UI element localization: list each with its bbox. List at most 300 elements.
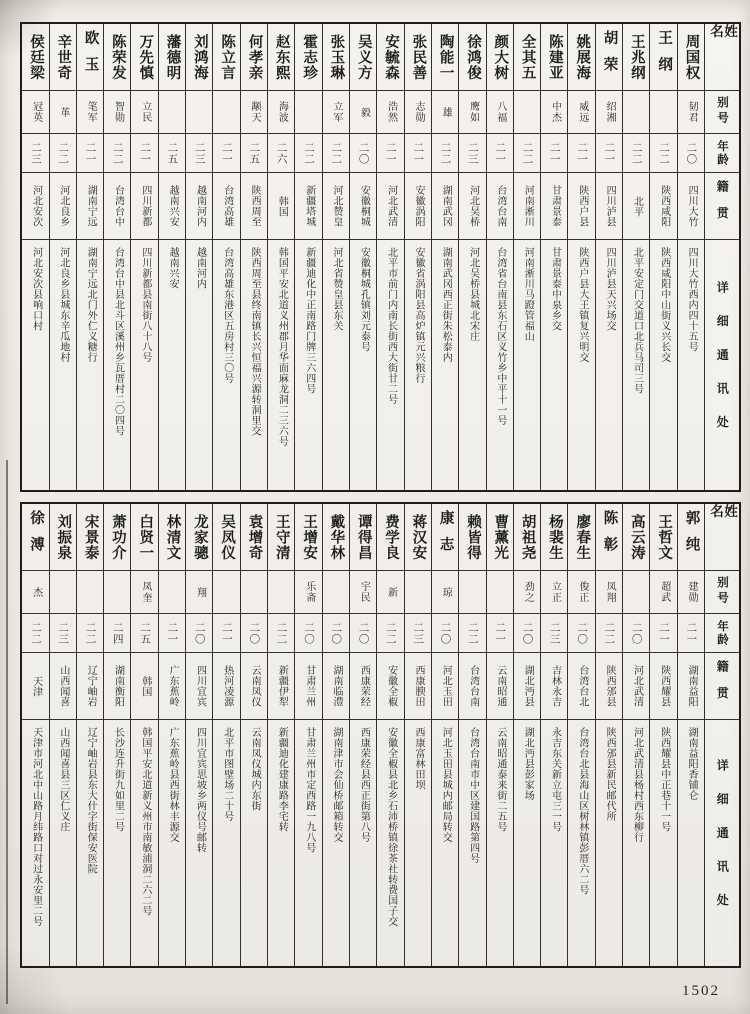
table-header-column	[704, 504, 739, 966]
entry-name: 戴华林	[323, 504, 349, 571]
entry-age: 二一	[77, 134, 103, 173]
directory-entry-column	[130, 24, 157, 490]
header-alias: 别号	[705, 91, 739, 134]
entry-alias: 冠英	[22, 91, 48, 134]
entry-address: 四川大竹西内四十五号	[686, 247, 698, 352]
entry-native: 四川宜宾	[186, 653, 212, 720]
header-name: 姓名	[705, 24, 739, 91]
entry-address: 四川泸县天兴场交	[604, 247, 616, 331]
entry-native: 云南昭通	[487, 653, 513, 720]
entry-name: 康志	[432, 504, 458, 571]
directory-entry-column	[376, 504, 403, 966]
entry-native: 安徽涡阳	[405, 173, 431, 240]
entry-native: 四川新都	[131, 173, 157, 240]
directory-entry-column	[294, 504, 321, 966]
entry-address: 湖南武冈西正街朱松泰内	[440, 247, 452, 363]
entry-age: 二五	[159, 134, 185, 173]
entry-age: 二三	[50, 614, 76, 653]
entry-native: 河北安次	[22, 173, 48, 240]
entry-alias: 立军	[323, 91, 349, 134]
entry-address: 台湾省台南县东石区义竹乡中平十一号	[494, 247, 506, 426]
directory-entry-column	[22, 504, 48, 966]
entry-name: 侯廷梁	[22, 24, 48, 91]
entry-age: 二〇	[350, 134, 376, 173]
entry-address: 陕西耀县中正巷十一号	[658, 727, 670, 832]
entry-age: 二二	[377, 614, 403, 653]
entry-name: 王哲文	[650, 504, 676, 571]
entry-name: 陶能一	[432, 24, 458, 91]
directory-entry-column	[458, 504, 485, 966]
entry-native: 越南河内	[186, 173, 212, 240]
entry-native: 台湾台中	[104, 173, 130, 240]
entry-age: 二一	[213, 134, 239, 173]
entry-name: 陈彰	[596, 504, 622, 571]
entry-alias: 超武	[650, 571, 676, 614]
directory-entry-column	[431, 24, 458, 490]
directory-entry-column	[212, 504, 239, 966]
entry-alias	[514, 91, 540, 134]
entry-native: 河北武清	[623, 653, 649, 720]
entry-age: 二〇	[568, 614, 594, 653]
entry-name: 曹薰光	[487, 504, 513, 571]
entry-address: 河北武清县杨村西东柳行	[631, 727, 643, 843]
entry-name: 全其五	[514, 24, 540, 91]
entry-alias	[50, 571, 76, 614]
entry-native: 韩国	[268, 173, 294, 240]
entry-name: 姚展海	[568, 24, 594, 91]
entry-address: 湖南津市会仙桥邮箱转交	[331, 727, 343, 843]
entry-alias: 绍湘	[596, 91, 622, 134]
entry-alias	[459, 571, 485, 614]
entry-age: 二二	[623, 134, 649, 173]
entry-name: 王兆纲	[623, 24, 649, 91]
entry-native: 热河凌源	[213, 653, 239, 720]
entry-address: 台湾台中县北斗区溪州乡瓦厝村二〇四号	[112, 247, 124, 436]
entry-address: 辽宁岫岩县东大什字街保安医院	[85, 727, 97, 874]
entry-name: 廖春生	[568, 504, 594, 571]
entry-native: 辽宁岫岩	[77, 653, 103, 720]
entry-alias	[295, 91, 321, 134]
entry-name: 费学良	[377, 504, 403, 571]
entry-name: 何孝亲	[241, 24, 267, 91]
directory-entry-column	[103, 504, 130, 966]
entry-address: 安徽桐城孔镇刘元泰号	[358, 247, 370, 352]
directory-entry-column	[649, 504, 676, 966]
entry-age: 二〇	[241, 614, 267, 653]
entry-name: 高云涛	[623, 504, 649, 571]
entry-native: 西康腴田	[405, 653, 431, 720]
entry-name: 白贤一	[131, 504, 157, 571]
header-native: 籍贯	[705, 173, 739, 240]
entry-native: 甘肃景泰	[541, 173, 567, 240]
entry-alias	[623, 571, 649, 614]
directory-entry-column	[322, 504, 349, 966]
entry-age: 二二	[323, 134, 349, 173]
entry-name: 吴凤仪	[213, 504, 239, 571]
entry-name: 辛世奇	[50, 24, 76, 91]
directory-entry-column	[404, 24, 431, 490]
entry-address: 台湾高雄东港区五房村三〇号	[221, 247, 233, 384]
entry-age: 二二	[459, 614, 485, 653]
directory-entry-column	[185, 504, 212, 966]
header-address: 详细通讯处	[715, 759, 730, 927]
directory-entry-column	[240, 504, 267, 966]
entry-age: 二二	[268, 614, 294, 653]
header-age: 年龄	[705, 614, 739, 653]
entry-address: 云南昭通泰来街二五号	[494, 727, 506, 832]
entry-address: 陕西户县大王镇复兴明交	[576, 247, 588, 363]
entry-alias: 海波	[268, 91, 294, 134]
entry-native: 湖南宁远	[77, 173, 103, 240]
entry-name: 郭纯	[678, 504, 704, 571]
entry-native: 云南凤仪	[241, 653, 267, 720]
entry-age: 二四	[104, 614, 130, 653]
entry-address: 天津市河北中山路月纬路口对过永安里二号	[30, 727, 42, 927]
directory-entry-column	[567, 504, 594, 966]
entry-address: 安徽省涡阳县高炉镇元兴粮行	[412, 247, 424, 384]
entry-age: 二〇	[432, 614, 458, 653]
entry-native: 安徽桐城	[350, 173, 376, 240]
entry-native: 河北玉田	[432, 653, 458, 720]
entry-address: 越南兴安	[167, 247, 179, 289]
entry-native: 新疆伊犁	[268, 653, 294, 720]
entry-age: 二一	[131, 134, 157, 173]
entry-alias: 八福	[487, 91, 513, 134]
entry-native: 山西闻喜	[50, 653, 76, 720]
entry-age: 二一	[405, 134, 431, 173]
entry-alias: 乐斋	[295, 571, 321, 614]
entry-native: 湖南益阳	[678, 653, 704, 720]
directory-entry-column	[349, 24, 376, 490]
entry-alias: 琼	[432, 571, 458, 614]
entry-native: 湖南衡阳	[104, 653, 130, 720]
directory-entry-column	[49, 24, 76, 490]
entry-alias: 宇民	[350, 571, 376, 614]
entry-name: 藩德明	[159, 24, 185, 91]
directory-entry-column	[240, 24, 267, 490]
entry-alias: 威远	[568, 91, 594, 134]
directory-entry-column	[322, 24, 349, 490]
entry-address: 河北省赞皇县东关	[331, 247, 343, 331]
directory-entry-column	[677, 504, 704, 966]
entry-name: 周国权	[678, 24, 704, 91]
entry-alias: 浩然	[377, 91, 403, 134]
directory-entry-column	[158, 504, 185, 966]
entry-native: 湖北沔县	[514, 653, 540, 720]
entry-name: 赵东熙	[268, 24, 294, 91]
directory-entry-column	[130, 504, 157, 966]
entry-age: 二三	[541, 614, 567, 653]
header-age: 年龄	[705, 134, 739, 173]
entry-native: 陕西耀县	[650, 653, 676, 720]
entry-name: 颜大树	[487, 24, 513, 91]
entry-address: 西康富林田坝	[412, 727, 424, 790]
entry-native: 越南兴安	[159, 173, 185, 240]
entry-address: 河南淅川马蹬管福山	[522, 247, 534, 342]
entry-address: 新疆迪化中正南路门牌三六四号	[303, 247, 315, 394]
entry-name: 王纲	[650, 24, 676, 91]
entry-native: 台湾台北	[568, 653, 594, 720]
entry-address: 台湾台南市中区建国路第四号	[467, 727, 479, 864]
entry-name: 胡荣	[596, 24, 622, 91]
entry-name: 万先慎	[131, 24, 157, 91]
entry-name: 胡祖尧	[514, 504, 540, 571]
entry-native: 甘肃兰州	[295, 653, 321, 720]
directory-entry-column	[76, 24, 103, 490]
entry-age: 二一	[568, 134, 594, 173]
entry-address: 北平市图壁场二十号	[221, 727, 233, 822]
directory-entry-column	[540, 504, 567, 966]
entry-age: 二〇	[186, 614, 212, 653]
entry-alias: 立民	[131, 91, 157, 134]
directory-entry-column	[649, 24, 676, 490]
entry-alias	[213, 91, 239, 134]
directory-entry-column	[513, 504, 540, 966]
header-address: 详细通讯处	[715, 281, 730, 449]
entry-alias: 新	[377, 571, 403, 614]
entry-native: 台湾台南	[487, 173, 513, 240]
entry-alias: 中杰	[541, 91, 567, 134]
entry-name: 霍志珍	[295, 24, 321, 91]
entry-age: 二三	[22, 134, 48, 173]
directory-entry-column	[513, 24, 540, 490]
directory-entry-column	[22, 24, 48, 490]
entry-alias: 颙天	[241, 91, 267, 134]
entry-name: 赖皆得	[459, 504, 485, 571]
directory-table-bottom	[20, 502, 741, 968]
entry-name: 蒋汉安	[405, 504, 431, 571]
entry-alias	[159, 91, 185, 134]
entry-alias: 志勋	[405, 91, 431, 134]
entry-age: 二二	[50, 134, 76, 173]
directory-entry-column	[158, 24, 185, 490]
entry-alias: 杰	[22, 571, 48, 614]
entry-age: 二二	[22, 614, 48, 653]
entry-alias: 雄	[432, 91, 458, 134]
page-number: 1502	[682, 983, 720, 999]
entry-address: 云南凤仪城内东街	[249, 727, 261, 811]
entry-native: 天津	[22, 653, 48, 720]
entry-alias: 笔军	[77, 91, 103, 134]
entry-age: 二〇	[323, 614, 349, 653]
entry-address: 河北吴桥县城北宋庄	[467, 247, 479, 342]
directory-entry-column	[294, 24, 321, 490]
header-alias: 别号	[705, 571, 739, 614]
directory-entry-column	[486, 504, 513, 966]
directory-table-top	[20, 22, 741, 492]
entry-native: 河南淅川	[514, 173, 540, 240]
directory-entry-column	[622, 504, 649, 966]
entry-name: 萧功介	[104, 504, 130, 571]
header-native: 籍贯	[705, 653, 739, 720]
entry-age: 二一	[377, 134, 403, 173]
entry-age: 二一	[650, 614, 676, 653]
entry-address: 山西闻喜县三区仁义庄	[57, 727, 69, 832]
directory-entry-column	[376, 24, 403, 490]
entry-name: 刘鸿海	[186, 24, 212, 91]
entry-native: 吉林永吉	[541, 653, 567, 720]
entry-alias	[241, 571, 267, 614]
entry-address: 长沙连升街九如里二号	[112, 727, 124, 832]
entry-alias: 立正	[541, 571, 567, 614]
entry-name: 林清文	[159, 504, 185, 571]
entry-address: 河北良乡县城东辛瓜地村	[57, 247, 69, 363]
entry-alias: 革	[50, 91, 76, 134]
entry-alias	[623, 91, 649, 134]
entry-age: 二一	[541, 134, 567, 173]
entry-alias	[487, 571, 513, 614]
directory-entry-column	[486, 24, 513, 490]
entry-age: 二三	[459, 134, 485, 173]
directory-entry-column	[349, 504, 376, 966]
directory-entry-column	[404, 504, 431, 966]
entry-address: 新疆迪化建康路李宅转	[276, 727, 288, 832]
entry-native: 北平	[623, 173, 649, 240]
directory-entry-column	[76, 504, 103, 966]
entry-address: 越南河内	[194, 247, 206, 289]
entry-alias	[213, 571, 239, 614]
entry-address: 广东蕉岭县西街林丰源交	[167, 727, 179, 843]
entry-name: 陈立言	[213, 24, 239, 91]
entry-alias: 建勋	[678, 571, 704, 614]
entry-age: 二二	[104, 134, 130, 173]
entry-address: 河北安次县响口村	[30, 247, 42, 331]
entry-alias	[323, 571, 349, 614]
entry-age: 二三	[186, 134, 212, 173]
entry-native: 陕西咸阳	[650, 173, 676, 240]
directory-entry-column	[567, 24, 594, 490]
entry-native: 安徽全椒	[377, 653, 403, 720]
directory-entry-column	[49, 504, 76, 966]
entry-address: 四川宜宾思坡乡两仪号邮转	[194, 727, 206, 853]
entry-alias: 劲之	[514, 571, 540, 614]
entry-address: 韩国平安北道义州郡月华面麻龙洞二三六号	[276, 247, 288, 447]
entry-age: 二二	[77, 614, 103, 653]
entry-address: 甘肃兰州市定西路一九八号	[303, 727, 315, 853]
entry-alias: 翔	[186, 571, 212, 614]
entry-name: 王增安	[295, 504, 321, 571]
entry-age: 二一	[678, 614, 704, 653]
entry-native: 陕西周至	[241, 173, 267, 240]
entry-age: 二一	[596, 134, 622, 173]
entry-name: 张玉琳	[323, 24, 349, 91]
entry-age: 二一	[159, 614, 185, 653]
entry-age: 二〇	[514, 614, 540, 653]
entry-native: 河北赞皇	[323, 173, 349, 240]
directory-entry-column	[458, 24, 485, 490]
entry-native: 河北良乡	[50, 173, 76, 240]
entry-alias: 智勋	[104, 91, 130, 134]
entry-alias	[104, 571, 130, 614]
directory-entry-column	[267, 24, 294, 490]
entry-age: 二一	[213, 614, 239, 653]
entry-address: 陕西周至县终南镇长兴恒福兴源转洞里交	[249, 247, 261, 436]
entry-address: 四川新都县南街八十八号	[139, 247, 151, 363]
entry-native: 台湾台南	[459, 653, 485, 720]
directory-entry-column	[431, 504, 458, 966]
entry-native: 陕西户县	[568, 173, 594, 240]
entry-name: 袁增奇	[241, 504, 267, 571]
entry-name: 陈建亚	[541, 24, 567, 91]
entry-name: 谭得昌	[350, 504, 376, 571]
entry-native: 台湾高雄	[213, 173, 239, 240]
entry-name: 宋景泰	[77, 504, 103, 571]
entry-address: 甘肃景泰中泉乡交	[549, 247, 561, 331]
directory-entry-column	[595, 504, 622, 966]
entry-native: 新疆塔城	[295, 173, 321, 240]
entry-age: 二〇	[350, 614, 376, 653]
table-header-column	[704, 24, 739, 490]
entry-native: 四川泸县	[596, 173, 622, 240]
entry-alias	[405, 571, 431, 614]
entry-age: 二六	[268, 134, 294, 173]
entry-native: 河北武清	[377, 173, 403, 240]
entry-name: 徐溥	[22, 504, 48, 571]
entry-age: 二二	[650, 134, 676, 173]
entry-address: 台湾台北县海山区树林镇彭厝六二号	[576, 727, 588, 895]
entry-age: 二一	[487, 614, 513, 653]
entry-name: 徐鸿俊	[459, 24, 485, 91]
entry-native: 河北吴桥	[459, 173, 485, 240]
entry-age: 二〇	[295, 614, 321, 653]
entry-address: 北平安定门交道口北兵马司三号	[631, 247, 643, 394]
entry-alias	[159, 571, 185, 614]
entry-alias	[186, 91, 212, 134]
entry-native: 陕西邠县	[596, 653, 622, 720]
entry-native: 广东蕉岭	[159, 653, 185, 720]
entry-age: 二二	[596, 614, 622, 653]
entry-alias: 俊正	[568, 571, 594, 614]
entry-native: 四川大竹	[678, 173, 704, 240]
entry-name: 杨裴生	[541, 504, 567, 571]
entry-address: 西康荣经县西正街第八号	[358, 727, 370, 843]
entry-alias: 凤翔	[596, 571, 622, 614]
entry-address: 永吉东关新立屯三一号	[549, 727, 561, 832]
entry-age: 二五	[131, 614, 157, 653]
entry-native: 韩国	[131, 653, 157, 720]
entry-native: 西康荣经	[350, 653, 376, 720]
entry-age: 二二	[295, 134, 321, 173]
entry-age: 二〇	[678, 134, 704, 173]
entry-address: 陕西咸阳中山街义兴长交	[658, 247, 670, 363]
entry-age: 二二	[432, 134, 458, 173]
entry-address: 安徽全椒县北乡石沛桥镇徐茶社转费国子交	[385, 727, 397, 927]
entry-address: 湖北沔县彭家场	[522, 727, 534, 801]
entry-alias: 韧君	[678, 91, 704, 134]
entry-address: 河北玉田县城内邮局转交	[440, 727, 452, 843]
entry-age: 二二	[514, 134, 540, 173]
directory-entry-column	[595, 24, 622, 490]
entry-alias: 鹰如	[459, 91, 485, 134]
entry-address: 陕西邠县新民邮代所	[604, 727, 616, 822]
entry-address: 韩国平安北道新义州市南敏浦洞二六二号	[139, 727, 151, 916]
entry-name: 陈荣发	[104, 24, 130, 91]
entry-age: 二一	[487, 134, 513, 173]
entry-address: 湖南宁远北门外仁义糖行	[85, 247, 97, 363]
directory-entry-column	[677, 24, 704, 490]
directory-entry-column	[622, 24, 649, 490]
header-name: 姓名	[705, 504, 739, 571]
entry-name: 吴义方	[350, 24, 376, 91]
entry-age: 二五	[241, 134, 267, 173]
directory-entry-column	[103, 24, 130, 490]
entry-alias: 毅	[350, 91, 376, 134]
directory-entry-column	[540, 24, 567, 490]
entry-name: 欧玉	[77, 24, 103, 91]
entry-age: 二三	[405, 614, 431, 653]
entry-native: 湖南临澧	[323, 653, 349, 720]
entry-alias	[77, 571, 103, 614]
